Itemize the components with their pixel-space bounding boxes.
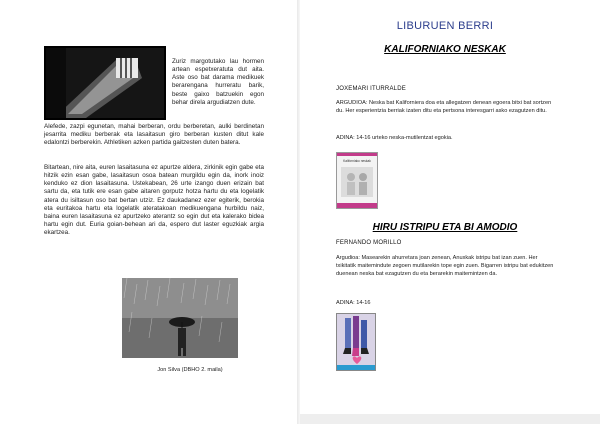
page-shadow (300, 414, 600, 424)
book1-title: KALIFORNIAKO NESKAK (384, 44, 506, 55)
book2-age: ADINA: 14-16 (336, 300, 371, 306)
story-paragraph-2: Bitartean, nire aita, euren lasaitasuna ez apurtze aldera, zirkinik egin gabe eta hitzik ezin esan gabe, lasaitasun osoa batean murgildu egin da, inork inoiz kenduko ez dion lasaitasuna. Ustekabean, 26 urte izango duen erizain bat sartu da, eta tutik ere esan gabe aitaren gorputz hotza hartu du eta logelatik atera du isiltasun oso bat bertan utziz. Ez daukadanez ezer egiterik, berokia eta euritakoa hartu eta logelatik ateratakoan medikuengana hurbildu naiz, baina euren lasaitasuna ez apurtzeko aterantz so egin dut eta kalerako bidea hartu egin dut. Euria goian-behean ari da, espero dut laster eguzkiak argia ekartzea. (44, 164, 264, 237)
book1-summary: ARGUDIOA: Neska bat Kaliforniera doa eta allegatzen denean egoera bitxi bat sortzen du. Her esperientzia berriak izaten ditu eta pertsona interesgarri asko ezagutzen ditu. (336, 100, 552, 114)
book1-cover-title: Kaliforniako neskak (343, 159, 371, 163)
book1-age: ADINA: 14-16 urteko neska-mutilentzat egokia. (336, 135, 453, 141)
book2-cover (336, 313, 376, 371)
book1-author: JOXEMARI ITURRALDE (336, 86, 406, 92)
book1-cover (336, 152, 378, 209)
rain-photo (122, 278, 238, 358)
book2-summary: Argudioa: Masearekin ahurretara joan zenean, Anuxkak istripu bat izan zuen. Her txikitatik maitemindute zegoen mutilarekin tope egin zuen. Bigarren istripu bat edukitzen duenean neska bat ezagutzen du eta berarekin maitemintzen da. (336, 255, 554, 277)
photo-caption: Jon Silva (DBHO 2. maila) (157, 367, 223, 373)
section-heading: LIBURUEN BERRI (396, 20, 494, 32)
story-paragraph-wrap: Zuriz margotutako lau hormen artean espetxeratuta dut aita. Aste oso bat darama medikuek berarengana hurreratu barik, beste gaixo batzuekin egon behar direla argudiatzen dute. (172, 58, 264, 106)
book2-title: HIRU ISTRIPU ETA BI AMODIO (372, 222, 518, 233)
book2-author: FERNANDO MORILLO (336, 240, 402, 246)
prison-window-photo (44, 46, 166, 120)
story-paragraph-1: Alefede, zazpi egunetan, mahai berberan, ordu berberetan, aulki berdinetan jesarrita mediku berberak eta lasaitasun giro berberan kusten ditut kale edalontzi berberekin. Athletiken azken partida gaitzesten duten batera. (44, 123, 264, 147)
page-gutter (297, 0, 300, 424)
